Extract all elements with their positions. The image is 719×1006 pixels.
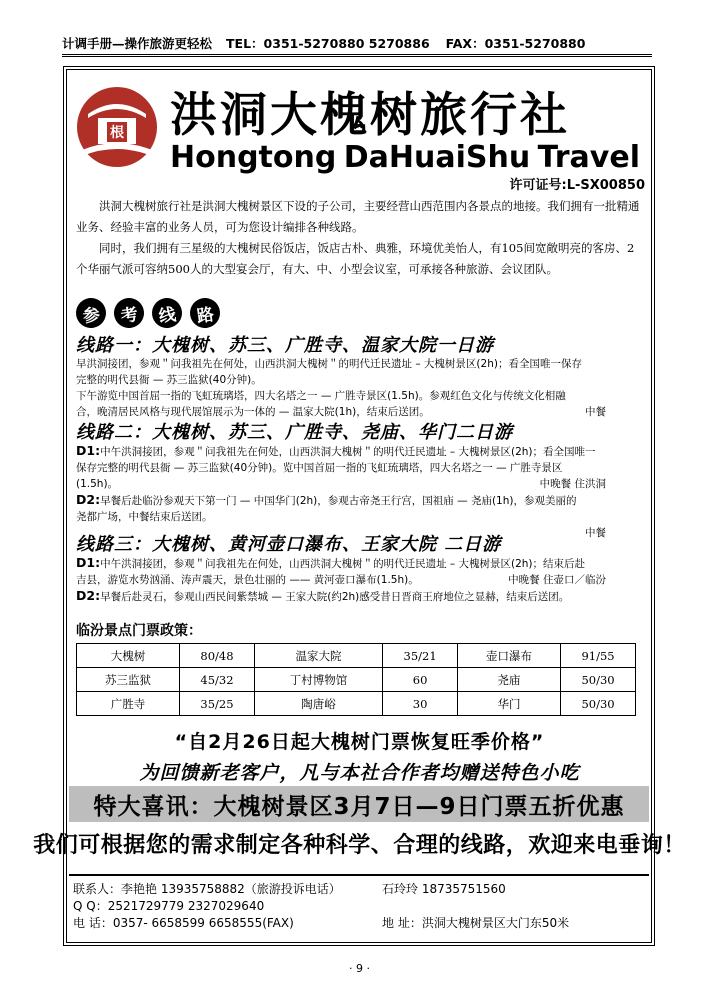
table-cell: 91/55 — [561, 644, 636, 668]
contact-divider — [69, 874, 649, 876]
page-number: · 9 · — [349, 962, 370, 975]
table-cell: 80/48 — [180, 644, 255, 668]
route-line: 吉县，游览水势汹涌、涛声震天，景色壮丽的 —— 黄河壶口瀑布(1.5h)。 — [76, 574, 419, 586]
routes-banner — [76, 298, 220, 328]
temple-gate-logo-icon — [74, 84, 160, 170]
intro-text — [76, 196, 644, 280]
table-cell: 大槐树 — [77, 644, 180, 668]
table-row — [77, 692, 636, 716]
route-3 — [76, 534, 646, 605]
ticket-price-table — [76, 643, 636, 716]
table-row — [77, 668, 636, 692]
contact-address: 地 址：洪洞大槐树景区大门东50米 — [382, 916, 570, 930]
table-cell: 尧庙 — [458, 668, 561, 692]
table-cell: 50/30 — [561, 668, 636, 692]
custom-route-notice: 我们可根据您的需求制定各种科学、合理的线路，欢迎来电垂询！ — [33, 833, 686, 858]
price-notice: “自2月26日起大槐树门票恢复旺季价格” — [174, 731, 545, 753]
table-cell: 温家大院 — [254, 644, 382, 668]
route-title: 线路二：大槐树、苏三、广胜寺、尧庙、华门二日游 — [76, 422, 513, 443]
route-line: (1.5h)。 — [76, 478, 119, 490]
route-line: 中午洪洞接团，参观＂问我祖先在何处，山西洪洞大槐树＂的明代迁民遗址 – 大槐树景区(2h)；看全国唯一 — [100, 446, 596, 458]
route-2 — [76, 422, 646, 541]
table-cell: 苏三监狱 — [77, 668, 180, 692]
license-number: 许可证号:L-SX00850 — [509, 178, 645, 193]
route-line: 中午洪洞接团，参观＂问我祖先在何处，山西洪洞大槐树＂的明代迁民遗址 – 大槐树景区(2h)；结束后赴 — [100, 558, 586, 570]
route-meal: 中晚餐 住壶口／临汾 — [508, 574, 606, 586]
table-cell: 陶唐峪 — [254, 692, 382, 716]
header-tel: TEL：0351-5270880 5270886 — [226, 36, 430, 51]
route-meal: 中餐 — [585, 406, 606, 418]
route-meal: 中晚餐 住洪洞 — [539, 478, 606, 490]
contact-person-1: 联系人：李艳艳 13935758882（旅游投诉电话） — [73, 882, 341, 896]
company-name-en — [170, 140, 640, 175]
intro-paragraph: 洪洞大槐树旅行社是洪洞大槐树景区下设的子公司，主要经营山西范围内各景点的地接。我们拥有一批精通业务、经验丰富的业务人员，可为您设计编排各种线路。 — [76, 199, 640, 234]
day-label: D2: — [76, 588, 101, 603]
route-line: 尧都广场，中餐结束后送团。 — [76, 511, 213, 523]
contact-phone: 电 话：0357- 6658599 6658555(FAX) — [73, 916, 294, 930]
table-cell: 丁村博物馆 — [254, 668, 382, 692]
contact-qq: Q Q：2521729779 2327029640 — [73, 899, 265, 913]
route-line: 早洪洞接团，参观＂问我祖先在何处，山西洪洞大槐树＂的明代迁民遗址 – 大槐树景区(2h)；看全国唯一保存 — [76, 358, 582, 370]
table-cell: 35/25 — [180, 692, 255, 716]
company-name-en-word: Travel — [537, 140, 640, 175]
table-cell: 60 — [383, 668, 458, 692]
route-1 — [76, 335, 646, 420]
route-title: 线路三：大槐树、黄河壶口瀑布、王家大院 二日游 — [76, 534, 502, 555]
route-line: 合，晚清居民风格与现代展馆展示为一体的 — 温家大院(1h)，结束后送团。 — [76, 406, 430, 418]
intro-paragraph: 同时，我们拥有三星级的大槐树民俗饭店，饭店古朴、典雅，环境优美怡人，有105间宽敞明亮的客房、2个华丽气派可容纳500人的大型宴会厅，有大、中、小型会议室，可承接各种旅游、会议团队。 — [76, 241, 635, 276]
route-title: 线路一：大槐树、苏三、广胜寺、温家大院一日游 — [76, 335, 494, 356]
contact-person-2: 石玲玲 18735751560 — [382, 882, 506, 896]
page-header — [62, 34, 652, 57]
route-line: 保存完整的明代县衙 — 苏三监狱(40分钟)。览中国首屈一指的飞虹琉璃塔，四大名塔之一 — 广胜寺景区 — [76, 462, 563, 474]
company-name-en-word: Hongtong — [170, 140, 337, 175]
fees-title: 临汾景点门票政策： — [76, 623, 202, 639]
table-cell: 35/21 — [383, 644, 458, 668]
table-row — [77, 644, 636, 668]
route-line: 下午游览中国首屈一指的飞虹琉璃塔，四大名塔之一 — 广胜寺景区(1.5h)。参观红色文化与传统文化相融 — [76, 390, 566, 402]
day-label: D1: — [76, 443, 101, 458]
route-meal: 中餐 — [585, 527, 606, 539]
promo-banner: 特大喜讯：大槐树景区3月7日—9日门票五折优惠 — [69, 786, 649, 822]
table-cell: 30 — [383, 692, 458, 716]
company-name-cn: 洪洞大槐树旅行社 — [170, 88, 570, 143]
table-cell: 华门 — [458, 692, 561, 716]
routes-banner-char: 参 — [74, 296, 108, 330]
company-name-en-word: DaHuaiShu — [343, 140, 531, 175]
table-cell: 广胜寺 — [77, 692, 180, 716]
header-fax: FAX：0351-5270880 — [445, 36, 586, 51]
routes-banner-char: 路 — [188, 296, 222, 330]
routes-banner-char: 考 — [112, 296, 146, 330]
route-line: 完整的明代县衙 — 苏三监狱(40分钟)。 — [76, 374, 262, 386]
table-cell: 50/30 — [561, 692, 636, 716]
day-label: D1: — [76, 555, 101, 570]
routes-banner-char: 线 — [150, 296, 184, 330]
table-cell: 壶口瀑布 — [458, 644, 561, 668]
route-line: 早餐后赴临汾参观天下第一门 — 中国华门(2h)，参观古帝尧王行宫，国祖庙 — 尧庙(1h)，参观美丽的 — [100, 495, 577, 507]
logo-char: 根 — [110, 125, 124, 141]
table-cell: 45/32 — [180, 668, 255, 692]
day-label: D2: — [76, 492, 101, 507]
gift-notice: 为回馈新老客户，凡与本社合作者均赠送特色小吃 — [139, 762, 580, 784]
route-line: 早餐后赴灵石，参观山西民间紫禁城 — 王家大院(约2h)感受昔日晋商王府地位之显赫，结束后送团。 — [100, 591, 570, 603]
header-title: 计调手册—操作旅游更轻松 — [62, 36, 213, 51]
